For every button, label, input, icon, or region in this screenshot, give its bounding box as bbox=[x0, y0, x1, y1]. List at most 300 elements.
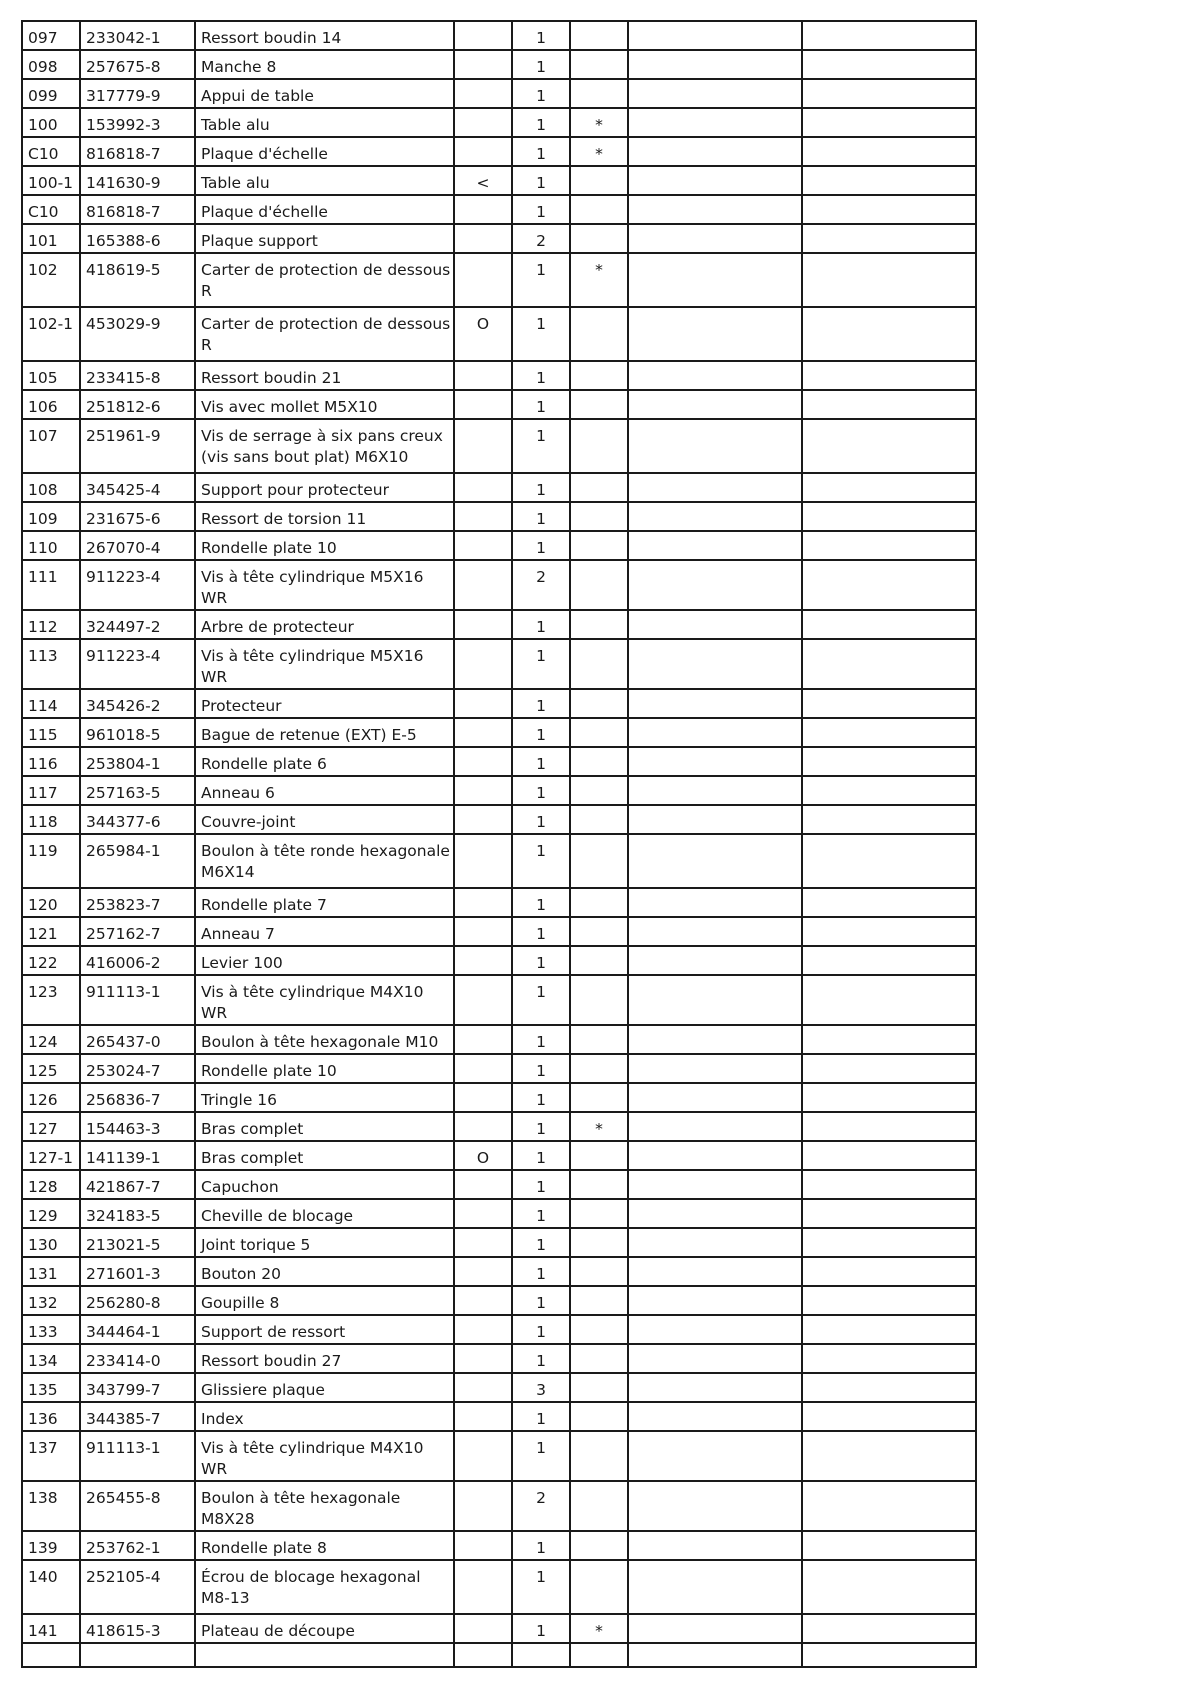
description-cell: Rondelle plate 8 bbox=[195, 1531, 454, 1560]
quantity-cell: 1 bbox=[512, 1228, 570, 1257]
empty-cell bbox=[628, 79, 802, 108]
quantity-cell: 1 bbox=[512, 1402, 570, 1431]
empty-cell bbox=[802, 502, 976, 531]
quantity-cell: 1 bbox=[512, 1199, 570, 1228]
mark-cell bbox=[454, 473, 512, 502]
description-cell: Bouton 20 bbox=[195, 1257, 454, 1286]
description-cell: Carter de protection de dessous R bbox=[195, 307, 454, 361]
empty-cell bbox=[628, 834, 802, 888]
empty-cell bbox=[628, 975, 802, 1025]
reference-cell: 153992-3 bbox=[80, 108, 195, 137]
note-cell bbox=[570, 1373, 628, 1402]
quantity-cell: 1 bbox=[512, 776, 570, 805]
empty-cell bbox=[802, 888, 976, 917]
empty-cell bbox=[628, 419, 802, 473]
empty-cell bbox=[628, 747, 802, 776]
part-number-cell: 140 bbox=[22, 1560, 80, 1614]
empty-cell bbox=[802, 1170, 976, 1199]
note-cell bbox=[570, 888, 628, 917]
mark-cell bbox=[454, 195, 512, 224]
note-cell bbox=[570, 1344, 628, 1373]
mark-cell bbox=[454, 975, 512, 1025]
empty-cell bbox=[628, 1481, 802, 1531]
description-cell: Vis à tête cylindrique M5X16 WR bbox=[195, 639, 454, 689]
note-cell bbox=[570, 1481, 628, 1531]
quantity-cell: 1 bbox=[512, 689, 570, 718]
reference-cell: 265984-1 bbox=[80, 834, 195, 888]
note-cell bbox=[570, 307, 628, 361]
reference-cell: 816818-7 bbox=[80, 137, 195, 166]
reference-cell: 256280-8 bbox=[80, 1286, 195, 1315]
empty-cell bbox=[802, 361, 976, 390]
table-row bbox=[22, 21, 976, 50]
mark-cell bbox=[454, 1257, 512, 1286]
quantity-cell: 1 bbox=[512, 1054, 570, 1083]
part-number-cell: 107 bbox=[22, 419, 80, 473]
empty-cell bbox=[802, 1199, 976, 1228]
mark-cell: O bbox=[454, 307, 512, 361]
table-row bbox=[22, 1344, 976, 1373]
note-cell bbox=[570, 195, 628, 224]
reference-cell: 345425-4 bbox=[80, 473, 195, 502]
table-row bbox=[22, 1025, 976, 1054]
reference-cell: 344377-6 bbox=[80, 805, 195, 834]
table-row bbox=[22, 1402, 976, 1431]
empty-cell bbox=[628, 689, 802, 718]
mark-cell bbox=[454, 502, 512, 531]
description-cell bbox=[195, 1643, 454, 1667]
empty-cell bbox=[802, 307, 976, 361]
description-cell: Rondelle plate 10 bbox=[195, 1054, 454, 1083]
note-cell bbox=[570, 1025, 628, 1054]
quantity-cell: 1 bbox=[512, 1257, 570, 1286]
empty-cell bbox=[628, 1199, 802, 1228]
part-number-cell: 137 bbox=[22, 1431, 80, 1481]
description-cell: Plaque support bbox=[195, 224, 454, 253]
quantity-cell: 1 bbox=[512, 195, 570, 224]
empty-cell bbox=[628, 639, 802, 689]
reference-cell: 911223-4 bbox=[80, 560, 195, 610]
mark-cell bbox=[454, 1481, 512, 1531]
quantity-cell: 1 bbox=[512, 166, 570, 195]
part-number-cell: C10 bbox=[22, 195, 80, 224]
table-row bbox=[22, 1560, 976, 1614]
empty-cell bbox=[802, 1614, 976, 1643]
empty-cell bbox=[628, 1560, 802, 1614]
empty-cell bbox=[628, 502, 802, 531]
table-row bbox=[22, 1199, 976, 1228]
empty-cell bbox=[802, 1402, 976, 1431]
reference-cell: 253024-7 bbox=[80, 1054, 195, 1083]
quantity-cell: 1 bbox=[512, 888, 570, 917]
note-cell: * bbox=[570, 137, 628, 166]
note-cell bbox=[570, 50, 628, 79]
quantity-cell: 3 bbox=[512, 1373, 570, 1402]
reference-cell: 317779-9 bbox=[80, 79, 195, 108]
mark-cell: O bbox=[454, 1141, 512, 1170]
table-row bbox=[22, 1141, 976, 1170]
parts-table-body bbox=[22, 21, 976, 1667]
note-cell bbox=[570, 639, 628, 689]
table-row bbox=[22, 718, 976, 747]
part-number-cell: 100 bbox=[22, 108, 80, 137]
description-cell: Tringle 16 bbox=[195, 1083, 454, 1112]
description-cell: Vis avec mollet M5X10 bbox=[195, 390, 454, 419]
table-row bbox=[22, 419, 976, 473]
empty-cell bbox=[802, 560, 976, 610]
part-number-cell: 102 bbox=[22, 253, 80, 307]
note-cell bbox=[570, 166, 628, 195]
part-number-cell: 097 bbox=[22, 21, 80, 50]
empty-cell bbox=[802, 1141, 976, 1170]
description-cell: Table alu bbox=[195, 108, 454, 137]
empty-cell bbox=[802, 776, 976, 805]
empty-cell bbox=[628, 307, 802, 361]
note-cell bbox=[570, 502, 628, 531]
description-cell: Index bbox=[195, 1402, 454, 1431]
description-cell: Plaque d'échelle bbox=[195, 137, 454, 166]
empty-cell bbox=[628, 473, 802, 502]
empty-cell bbox=[628, 1025, 802, 1054]
table-row bbox=[22, 1083, 976, 1112]
quantity-cell: 1 bbox=[512, 1431, 570, 1481]
mark-cell bbox=[454, 1531, 512, 1560]
reference-cell: 343799-7 bbox=[80, 1373, 195, 1402]
table-row bbox=[22, 1257, 976, 1286]
mark-cell bbox=[454, 253, 512, 307]
note-cell bbox=[570, 689, 628, 718]
table-row bbox=[22, 473, 976, 502]
empty-cell bbox=[802, 137, 976, 166]
empty-cell bbox=[802, 917, 976, 946]
note-cell bbox=[570, 975, 628, 1025]
empty-cell bbox=[802, 639, 976, 689]
mark-cell bbox=[454, 776, 512, 805]
note-cell bbox=[570, 747, 628, 776]
description-cell: Vis de serrage à six pans creux (vis sans bout plat) M6X10 bbox=[195, 419, 454, 473]
quantity-cell: 1 bbox=[512, 1170, 570, 1199]
mark-cell bbox=[454, 1643, 512, 1667]
mark-cell bbox=[454, 108, 512, 137]
reference-cell: 324497-2 bbox=[80, 610, 195, 639]
part-number-cell: 114 bbox=[22, 689, 80, 718]
empty-cell bbox=[628, 888, 802, 917]
mark-cell bbox=[454, 610, 512, 639]
table-row bbox=[22, 1315, 976, 1344]
table-row bbox=[22, 1286, 976, 1315]
empty-cell bbox=[628, 531, 802, 560]
note-cell: * bbox=[570, 1112, 628, 1141]
note-cell: * bbox=[570, 108, 628, 137]
quantity-cell: 1 bbox=[512, 1025, 570, 1054]
table-row bbox=[22, 195, 976, 224]
table-row bbox=[22, 50, 976, 79]
part-number-cell: 115 bbox=[22, 718, 80, 747]
table-row bbox=[22, 137, 976, 166]
empty-cell bbox=[628, 946, 802, 975]
reference-cell: 251961-9 bbox=[80, 419, 195, 473]
description-cell: Anneau 6 bbox=[195, 776, 454, 805]
note-cell bbox=[570, 361, 628, 390]
empty-cell bbox=[802, 1025, 976, 1054]
mark-cell bbox=[454, 361, 512, 390]
description-cell: Boulon à tête hexagonale M8X28 bbox=[195, 1481, 454, 1531]
table-row bbox=[22, 917, 976, 946]
empty-cell bbox=[802, 1481, 976, 1531]
empty-cell bbox=[628, 718, 802, 747]
description-cell: Rondelle plate 6 bbox=[195, 747, 454, 776]
mark-cell bbox=[454, 560, 512, 610]
table-row bbox=[22, 108, 976, 137]
quantity-cell: 1 bbox=[512, 834, 570, 888]
empty-cell bbox=[628, 195, 802, 224]
empty-cell bbox=[802, 1112, 976, 1141]
reference-cell: 961018-5 bbox=[80, 718, 195, 747]
table-row bbox=[22, 975, 976, 1025]
note-cell bbox=[570, 21, 628, 50]
reference-cell: 141630-9 bbox=[80, 166, 195, 195]
empty-cell bbox=[628, 224, 802, 253]
note-cell bbox=[570, 834, 628, 888]
description-cell: Carter de protection de dessous R bbox=[195, 253, 454, 307]
note-cell bbox=[570, 1560, 628, 1614]
empty-cell bbox=[802, 50, 976, 79]
empty-cell bbox=[802, 1228, 976, 1257]
note-cell bbox=[570, 1431, 628, 1481]
mark-cell bbox=[454, 531, 512, 560]
table-row bbox=[22, 531, 976, 560]
reference-cell: 344385-7 bbox=[80, 1402, 195, 1431]
mark-cell bbox=[454, 1054, 512, 1083]
quantity-cell: 1 bbox=[512, 1083, 570, 1112]
empty-cell bbox=[802, 1344, 976, 1373]
empty-cell bbox=[802, 1643, 976, 1667]
reference-cell: 257162-7 bbox=[80, 917, 195, 946]
empty-cell bbox=[802, 747, 976, 776]
part-number-cell: 124 bbox=[22, 1025, 80, 1054]
table-row bbox=[22, 1112, 976, 1141]
quantity-cell: 1 bbox=[512, 390, 570, 419]
part-number-cell: 122 bbox=[22, 946, 80, 975]
reference-cell: 421867-7 bbox=[80, 1170, 195, 1199]
empty-cell bbox=[802, 195, 976, 224]
mark-cell: < bbox=[454, 166, 512, 195]
mark-cell bbox=[454, 79, 512, 108]
part-number-cell: 106 bbox=[22, 390, 80, 419]
part-number-cell: 136 bbox=[22, 1402, 80, 1431]
reference-cell: 911113-1 bbox=[80, 1431, 195, 1481]
empty-cell bbox=[802, 253, 976, 307]
note-cell bbox=[570, 390, 628, 419]
description-cell: Plateau de découpe bbox=[195, 1614, 454, 1643]
note-cell bbox=[570, 1083, 628, 1112]
reference-cell: 257163-5 bbox=[80, 776, 195, 805]
quantity-cell: 1 bbox=[512, 307, 570, 361]
empty-cell bbox=[802, 718, 976, 747]
parts-table bbox=[21, 20, 977, 1668]
mark-cell bbox=[454, 1083, 512, 1112]
quantity-cell: 1 bbox=[512, 50, 570, 79]
table-row bbox=[22, 361, 976, 390]
reference-cell: 154463-3 bbox=[80, 1112, 195, 1141]
empty-cell bbox=[802, 1315, 976, 1344]
table-row bbox=[22, 689, 976, 718]
note-cell bbox=[570, 1286, 628, 1315]
reference-cell: 344464-1 bbox=[80, 1315, 195, 1344]
note-cell bbox=[570, 1228, 628, 1257]
table-row bbox=[22, 888, 976, 917]
part-number-cell: 121 bbox=[22, 917, 80, 946]
mark-cell bbox=[454, 224, 512, 253]
reference-cell: 252105-4 bbox=[80, 1560, 195, 1614]
description-cell: Couvre-joint bbox=[195, 805, 454, 834]
empty-cell bbox=[628, 1373, 802, 1402]
mark-cell bbox=[454, 1402, 512, 1431]
note-cell bbox=[570, 718, 628, 747]
table-row bbox=[22, 390, 976, 419]
empty-cell bbox=[802, 946, 976, 975]
quantity-cell: 1 bbox=[512, 639, 570, 689]
quantity-cell: 1 bbox=[512, 1531, 570, 1560]
description-cell: Vis à tête cylindrique M4X10 WR bbox=[195, 1431, 454, 1481]
description-cell: Anneau 7 bbox=[195, 917, 454, 946]
reference-cell: 418615-3 bbox=[80, 1614, 195, 1643]
quantity-cell: 1 bbox=[512, 473, 570, 502]
quantity-cell: 1 bbox=[512, 79, 570, 108]
mark-cell bbox=[454, 137, 512, 166]
quantity-cell: 1 bbox=[512, 531, 570, 560]
table-row bbox=[22, 1481, 976, 1531]
table-row bbox=[22, 1614, 976, 1643]
empty-cell bbox=[802, 689, 976, 718]
part-number-cell: 118 bbox=[22, 805, 80, 834]
empty-cell bbox=[628, 610, 802, 639]
quantity-cell: 1 bbox=[512, 718, 570, 747]
reference-cell: 265437-0 bbox=[80, 1025, 195, 1054]
table-row bbox=[22, 166, 976, 195]
description-cell: Levier 100 bbox=[195, 946, 454, 975]
mark-cell bbox=[454, 1560, 512, 1614]
note-cell bbox=[570, 1199, 628, 1228]
description-cell: Boulon à tête ronde hexagonale M6X14 bbox=[195, 834, 454, 888]
note-cell bbox=[570, 531, 628, 560]
description-cell: Bague de retenue (EXT) E-5 bbox=[195, 718, 454, 747]
note-cell bbox=[570, 1315, 628, 1344]
part-number-cell: 105 bbox=[22, 361, 80, 390]
part-number-cell: 100-1 bbox=[22, 166, 80, 195]
table-row bbox=[22, 805, 976, 834]
empty-cell bbox=[628, 390, 802, 419]
note-cell bbox=[570, 79, 628, 108]
empty-cell bbox=[802, 166, 976, 195]
part-number-cell: 139 bbox=[22, 1531, 80, 1560]
quantity-cell: 2 bbox=[512, 224, 570, 253]
reference-cell: 256836-7 bbox=[80, 1083, 195, 1112]
mark-cell bbox=[454, 419, 512, 473]
empty-cell bbox=[802, 531, 976, 560]
quantity-cell: 1 bbox=[512, 137, 570, 166]
table-row bbox=[22, 834, 976, 888]
part-number-cell: 111 bbox=[22, 560, 80, 610]
mark-cell bbox=[454, 1112, 512, 1141]
part-number-cell: 119 bbox=[22, 834, 80, 888]
description-cell: Glissiere plaque bbox=[195, 1373, 454, 1402]
quantity-cell: 1 bbox=[512, 1286, 570, 1315]
part-number-cell: C10 bbox=[22, 137, 80, 166]
empty-cell bbox=[802, 473, 976, 502]
empty-cell bbox=[628, 917, 802, 946]
mark-cell bbox=[454, 1431, 512, 1481]
part-number-cell: 098 bbox=[22, 50, 80, 79]
mark-cell bbox=[454, 805, 512, 834]
empty-cell bbox=[802, 1531, 976, 1560]
empty-cell bbox=[802, 805, 976, 834]
part-number-cell: 130 bbox=[22, 1228, 80, 1257]
table-row bbox=[22, 1531, 976, 1560]
part-number-cell: 141 bbox=[22, 1614, 80, 1643]
empty-cell bbox=[802, 108, 976, 137]
reference-cell: 233415-8 bbox=[80, 361, 195, 390]
part-number-cell: 099 bbox=[22, 79, 80, 108]
empty-cell bbox=[628, 253, 802, 307]
table-row bbox=[22, 253, 976, 307]
reference-cell: 213021-5 bbox=[80, 1228, 195, 1257]
empty-cell bbox=[628, 50, 802, 79]
empty-cell bbox=[802, 834, 976, 888]
note-cell bbox=[570, 1170, 628, 1199]
part-number-cell: 126 bbox=[22, 1083, 80, 1112]
note-cell bbox=[570, 805, 628, 834]
part-number-cell: 134 bbox=[22, 1344, 80, 1373]
empty-cell bbox=[628, 1344, 802, 1373]
empty-cell bbox=[628, 1402, 802, 1431]
empty-cell bbox=[802, 419, 976, 473]
note-cell bbox=[570, 1643, 628, 1667]
empty-cell bbox=[802, 79, 976, 108]
empty-cell bbox=[628, 1286, 802, 1315]
description-cell: Capuchon bbox=[195, 1170, 454, 1199]
quantity-cell: 1 bbox=[512, 502, 570, 531]
empty-cell bbox=[628, 1112, 802, 1141]
reference-cell: 911113-1 bbox=[80, 975, 195, 1025]
part-number-cell: 120 bbox=[22, 888, 80, 917]
empty-cell bbox=[802, 1373, 976, 1402]
description-cell: Table alu bbox=[195, 166, 454, 195]
table-row bbox=[22, 1228, 976, 1257]
part-number-cell: 129 bbox=[22, 1199, 80, 1228]
empty-cell bbox=[628, 361, 802, 390]
note-cell bbox=[570, 1402, 628, 1431]
description-cell: Support de ressort bbox=[195, 1315, 454, 1344]
table-row bbox=[22, 307, 976, 361]
part-number-cell bbox=[22, 1643, 80, 1667]
description-cell: Ressort boudin 21 bbox=[195, 361, 454, 390]
quantity-cell: 1 bbox=[512, 1560, 570, 1614]
empty-cell bbox=[802, 1054, 976, 1083]
mark-cell bbox=[454, 1286, 512, 1315]
mark-cell bbox=[454, 639, 512, 689]
quantity-cell: 1 bbox=[512, 1112, 570, 1141]
empty-cell bbox=[628, 137, 802, 166]
table-row bbox=[22, 747, 976, 776]
empty-cell bbox=[628, 1431, 802, 1481]
reference-cell: 257675-8 bbox=[80, 50, 195, 79]
description-cell: Rondelle plate 7 bbox=[195, 888, 454, 917]
quantity-cell: 1 bbox=[512, 805, 570, 834]
empty-cell bbox=[802, 224, 976, 253]
quantity-cell: 1 bbox=[512, 361, 570, 390]
empty-cell bbox=[802, 1083, 976, 1112]
